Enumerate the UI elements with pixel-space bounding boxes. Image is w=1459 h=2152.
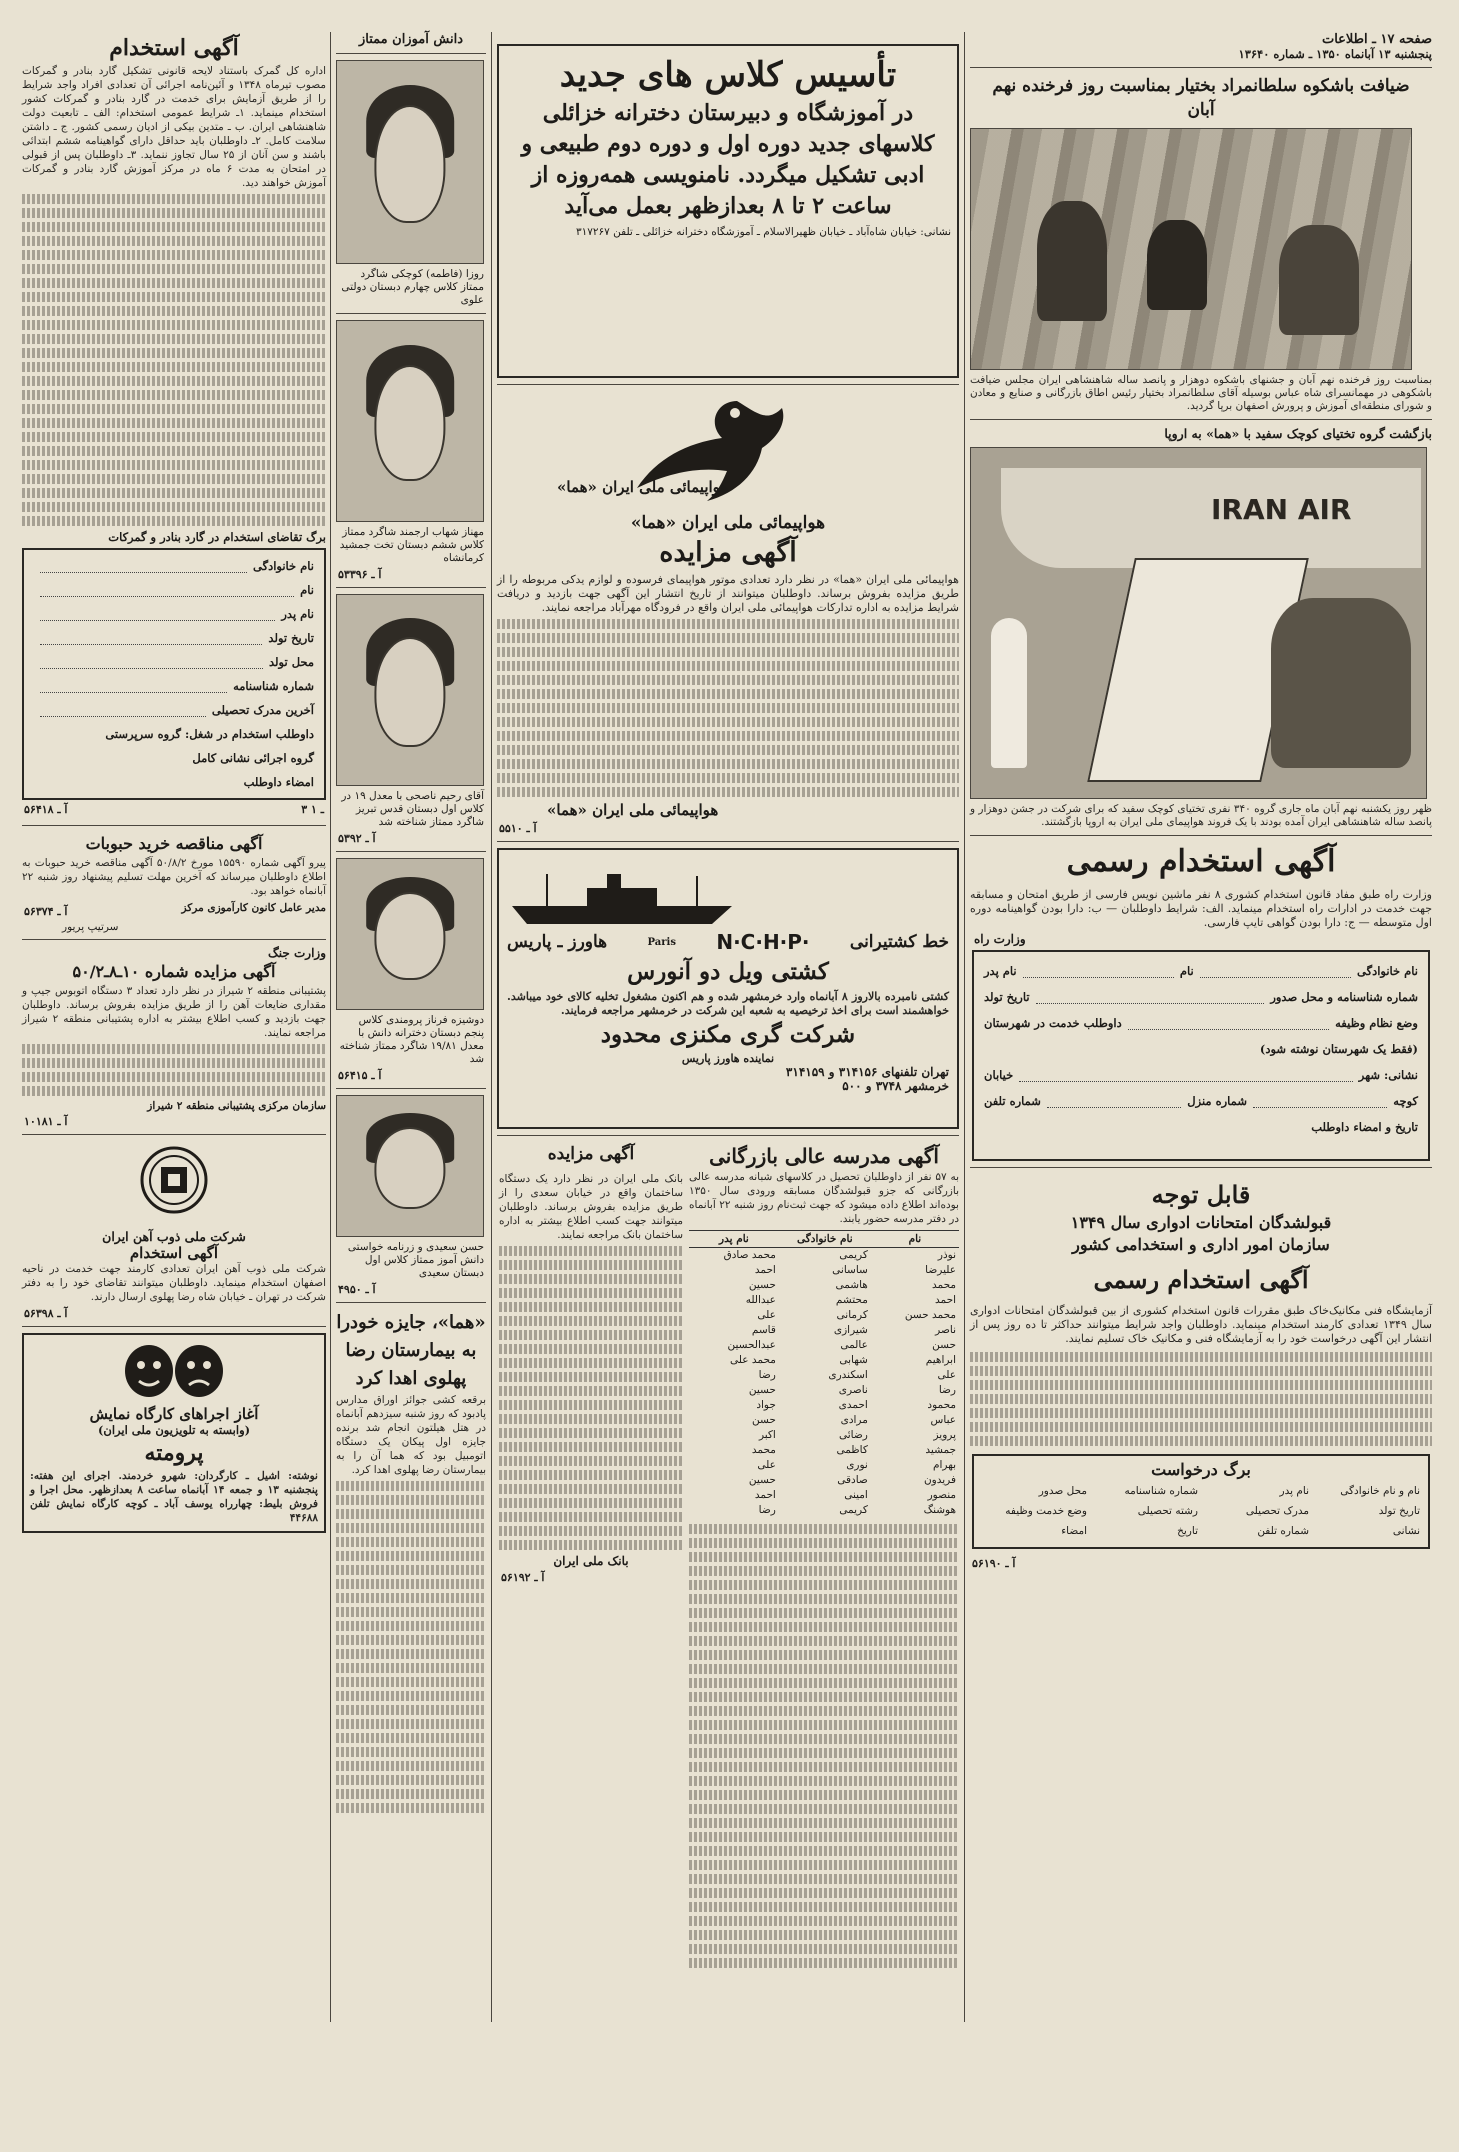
war-body: پشتیبانی منطقه ۲ شیراز در نظر دارد تعداد ۳ دستگاه اتوبوس جیپ و مقداری ضایعات آهن را از طریق مزایده بفروش برساند. داوطلبان جهت بازدید و کسب اطلاع بیشتر به اداره پشتیبانی منطقه ۲ شیراز مراجعه نمایند. [22,985,327,1039]
table-cell: حسین [748,1474,776,1486]
notice-subtitle-1: قبولشدگان امتحانات ادواری سال ۱۳۴۹ [1070,1213,1332,1232]
column-right [970,32,1432,1573]
table-cell: کریمی [839,1504,868,1516]
customs-form-title: برگ تقاضای استخدام در گارد بنادر و گمرکات [108,530,326,544]
shipping-ad [497,848,959,1129]
form-field: نشانی: شهر [1358,1068,1418,1082]
school-ad-title: تأسیس کلاس های جدید [559,55,897,95]
student-caption: روزا (فاطمه) کوچکی شاگرد ممتاز کلاس چهارم دبستان دولتی علوی [341,268,484,306]
table-cell: محتشم [835,1294,868,1306]
column-left [22,32,326,1533]
tender-body: پیرو آگهی شماره ۱۵۵۹۰ مورخ ۵۰/۸/۲ آگهی مناقصه خرید حبوبات به اطلاع داوطلبان میرساند که آخرین مهلت تسلیم پیشنهاد روز شنبه ۲۲ آبانماه خواهد بود. [22,857,326,897]
notice-body-lines [970,1352,1432,1446]
table-row [689,1503,959,1518]
school-ad-address: نشانی: خیابان شاه‌آباد ـ خیابان ظهیرالاسلام ـ آموزشگاه دخترانه خزائلی ـ تلفن ۳۱۷۲۶۷ [575,226,951,238]
ship-brand: N·C·H·P· [716,930,810,954]
table-cell: جواد [756,1399,776,1411]
employment-form [972,950,1430,1161]
table-row [689,1353,959,1368]
war-lines [22,1044,326,1096]
column-divider [330,32,331,2022]
college-table-header: نام پدر [689,1231,779,1248]
theater-ad [22,1333,326,1533]
form-field: نام [300,583,314,597]
table-cell: شهابی [839,1354,868,1366]
table-cell: محمد [751,1444,776,1456]
steel-ad-title: آگهی استخدام [129,1244,219,1262]
request-field: تاریخ تولد [1378,1505,1420,1517]
table-cell: محمد صادق [723,1249,776,1261]
request-field: نام پدر [1279,1485,1309,1497]
table-cell: پرویز [933,1429,956,1441]
bank-auction-body: بانک ملی ایران در نظر دارد یک دستگاه ساختمان واقع در خیابان سعدی را از طریق مزایده بفروش برساند. داوطلبان میتوانند جهت کسب اطلاع بیشتر به اداره ساختمان بانک مراجعه نمایند. [499,1173,683,1241]
college-ad [689,1142,959,1972]
student-photo [336,594,484,786]
school-ad-body: در آموزشگاه و دبیرستان دخترانه خزائلی کلاسهای جدید دوره اول و دوره دوم طبیعی و ادبی تشکیل میگردد. نامنویسی همه‌روزه از ساعت ۲ تا ۸ بعدازظهر بعمل می‌آید [521,100,935,219]
table-cell: قاسم [751,1324,776,1336]
table-cell: عبدالله [745,1294,776,1306]
table-cell: حسن [752,1414,776,1426]
ship-icon [507,866,737,926]
article2-title: بازگشت گروه تختیای کوچک سفید با «هما» به اروپا [1164,426,1432,441]
table-cell: صادقی [837,1474,868,1486]
form-field: داوطلب استخدام در شغل: گروه سرپرستی [105,727,314,741]
airline-logo-text: هواپیمائی ملی ایران «هما» [557,478,729,496]
employment-ad-body: وزارت راه طبق مفاد قانون استخدام کشوری ۸ نفر ماشین نویس فارسی از طریق امتحان و مسابقه جهت خدمت در ادارات راه استخدام مینماید. الف: شرایط داوطلبان — ب: دارا بودن گواهینامه دوره اول متوسطه — ج: دارا بودن گواهی تایپ فارسی. [970,888,1432,929]
request-field: مدرک تحصیلی [1245,1505,1309,1517]
masthead-date: پنجشنبه ۱۳ آبانماه ۱۳۵۰ ـ شماره ۱۳۶۴۰ [1238,47,1432,61]
column-students [336,32,486,1817]
table-cell: علی [757,1309,776,1321]
customs-ad-lines [22,194,326,526]
notice-body: آزمایشگاه فنی مکانیک‌خاک طبق مقررات قانون استخدام کشوری از بین قبولشدگان امتحانات ادواری سال ۱۳۴۹ تعدادی کارمند استخدام مینماید. داوطلبان واجد شرایط میتوانند حداکثر تا ده روز پس از انتشار این آگهی درخواست خود را به آزمایشگاه فنی و مکانیک خاک تسلیم نمایند. [970,1304,1433,1345]
notice-ad-title: آگهی استخدام رسمی [1093,1265,1309,1294]
table-cell: اکبر [758,1429,776,1441]
war-title: آگهی مزایده شماره ۱۰ـ۸ـ۵۰/۲ [72,962,276,981]
form-field: محل تولد [269,655,314,669]
prize-lines [336,1481,486,1813]
student-code: آ ـ ۵۳۹۲ [338,832,376,845]
ship-city: Paris [647,936,676,948]
masthead-page: صفحه ۱۷ ـ اطلاعات [1321,32,1432,47]
airline-logo [497,393,959,513]
table-row [689,1308,959,1323]
form-field: شماره شناسنامه و محل صدور [1270,990,1418,1004]
table-cell: محمد علی [730,1354,776,1366]
college-table [689,1230,959,1518]
college-body: به ۵۷ نفر از داوطلبان تحصیل در کلاسهای شبانه مدرسه عالی بازرگانی که جزو قبولشدگان مسابقه ورودی سال ۱۳۵۰ بوده‌اند اطلاع داده میشود که جهت ثبت‌نام روز شنبه ۲۲ آبانماه در دفتر مدرسه حضور یابند. [689,1171,960,1225]
table-cell: نوذر [937,1249,956,1261]
table-cell: علی [757,1459,776,1471]
table-cell: محمد [932,1279,956,1291]
war-header: وزارت جنگ [268,946,326,960]
theater-play: پرومته [144,1440,204,1466]
tender-code-2: سرتیپ پریور [62,921,119,933]
student-photo [336,60,484,264]
auction-title: آگهی مزایده [659,537,797,568]
table-cell: شیرازی [833,1324,868,1336]
ship-line-label: خط کشتیرانی [849,932,949,952]
students-header: دانش آموزان ممتاز [358,32,463,47]
theater-masks-icon [30,1341,318,1405]
table-cell: احمد [754,1489,776,1501]
table-cell: ناصر [935,1324,956,1336]
prize-title: «هما»، جایزه خودرا به بیمارستان رضا پهلوی اهدا کرد [336,1312,486,1389]
customs-form-code: آ ـ ۵۶۴۱۸ [24,803,68,816]
ship-phone-2: خرمشهر ۳۷۴۸ و ۵۰۰ [842,1079,949,1093]
request-code: آ ـ ۵۶۱۹۰ [972,1557,1016,1570]
steel-company-emblem-icon [139,1145,209,1215]
table-row [689,1428,959,1443]
table-cell: عبدالحسین [727,1339,776,1351]
table-cell: ابراهیم [925,1354,956,1366]
article1-body: بمناسبت روز فرخنده نهم آبان و جشنهای باشکوه دوهزار و پانصد ساله شاهنشاهی ایران مجلس ضیافت باشکوهی در مهمانسرای شاه عباس بوسیله آقای سلطانمراد بختیار رئیس اطاق بازرگانی و صنایع و معادن و شورای منطقه‌ای آموزش و پرورش اصفهان برپا گردید. [970,374,1432,412]
table-cell: جمشید [925,1444,956,1456]
form-field: نام خانوادگی [1357,964,1418,978]
request-field: وضع خدمت وظیفه [1005,1505,1087,1517]
student-photo [336,320,484,522]
auction-code: آ ـ ۵۵۱۰ [499,822,537,835]
student-4 [336,858,486,1082]
table-cell: ساسانی [832,1264,868,1276]
request-form-title: برگ درخواست [1151,1460,1251,1479]
left-ads-stack [499,1142,683,1587]
table-cell: حسن [932,1339,956,1351]
employment-ad-signature: وزارت راه [974,932,1026,946]
ship-title: کشتی ویل دو آنورس [627,958,829,985]
table-cell: احمد [935,1294,956,1306]
table-row [689,1263,959,1278]
table-cell: هاشمی [835,1279,868,1291]
table-cell: حسین [748,1384,776,1396]
auction-body: هواپیمائی ملی ایران «هما» در نظر دارد تعدادی موتور هواپیمای فرسوده و لوازم یدکی مربوطه را از طریق مزایده بفروش برساند. داوطلبان میتوانند از تاریخ انتشار این آگهی جهت بازدید و دریافت شرایط مزایده به اداره تدارکات هواپیمائی ملی ایران واقع در فرودگاه مهرآباد مراجعه نمایند. [497,573,959,614]
bank-auction-title: آگهی مزایده [547,1144,635,1164]
form-field: شماره تلفن [983,1094,1041,1108]
bank-auction-lines [499,1246,683,1550]
table-row [689,1248,959,1264]
form-field: آخرین مدرک تحصیلی [211,703,314,717]
prize-body: برقعه کشی جوائز اوراق مدارس پادبود که روز شنبه سیزدهم آبانماه در هتل هیلتون انجام شد برنده جایزه اول پیکان یک دستگاه اتومبیل بود که هما آن را به بیمارستان رضا پهلوی اهدا کرد. [336,1394,486,1476]
theater-title: آغاز اجراهای کارگاه نمایش [89,1405,259,1423]
steel-ad-body: شرکت ملی ذوب آهن ایران تعدادی کارمند جهت خدمت در ناحیه اصفهان استخدام مینماید. داوطلبان میتوانند تقاضای خود را به دفتر شرکت در تهران ـ خیابان شاه رضا پهلوی ارسال دارند. [22,1263,326,1303]
table-row [689,1278,959,1293]
form-field: شماره منزل [1187,1094,1247,1108]
steel-org: شرکت ملی ذوب آهن ایران [102,1229,246,1244]
student-code: آ ـ ۵۶۴۱۵ [338,1069,382,1082]
request-field: تاریخ [1177,1525,1198,1537]
request-field: رشته تحصیلی [1137,1505,1198,1517]
form-field: نام [1179,964,1194,978]
table-row [689,1338,959,1353]
student-5 [336,1095,486,1296]
table-cell: هوشنگ [923,1504,956,1516]
column-divider [491,32,492,2022]
customs-form [22,548,326,800]
request-field: شماره شناسنامه [1124,1485,1198,1497]
table-cell: نوری [846,1459,868,1471]
form-field: (فقط یک شهرستان نوشته شود) [1259,1042,1418,1056]
form-field: شماره شناسنامه [233,679,314,693]
table-row [689,1398,959,1413]
steel-logo [22,1145,326,1219]
student-code: آ ـ ۴۹۵۰ [338,1283,376,1296]
student-photo [336,1095,484,1237]
table-row [689,1323,959,1338]
table-row [689,1488,959,1503]
war-sign: سازمان مرکزی پشتیبانی منطقه ۲ شیراز [147,1100,326,1112]
table-cell: مرادی [840,1414,868,1426]
iran-air-sign: IRAN AIR [1211,493,1352,526]
request-field: نام و نام خانوادگی [1340,1485,1420,1497]
table-row [689,1443,959,1458]
employment-ad-title: آگهی استخدام رسمی [1066,844,1336,879]
article2-caption: ظهر روز یکشنبه نهم آبان ماه جاری گروه ۳۴۰ نفری تختیای کوچک سفید که برای شرکت در جشن دوهزار و پانصد ساله شاهنشاهی ایران آمده بودند با یک فروند هواپیمای ملی ایران به اروپا بازگشتند. [970,803,1432,828]
customs-ad-title: آگهی استخدام [109,35,239,61]
table-cell: ناصری [838,1384,868,1396]
form-field: تاریخ و امضاء داوطلب [1311,1120,1418,1134]
auction-sign: هواپیمائی ملی ایران «هما» [547,801,719,819]
table-cell: رضائی [838,1429,868,1441]
table-cell: احمدی [838,1399,868,1411]
table-row [689,1413,959,1428]
ship-sub: هاورز ـ پاریس [507,932,608,952]
table-cell: علیرضا [925,1264,956,1276]
customs-form-code-2: ۳ ـ ۱ [301,803,324,816]
tender-sign: مدیر عامل کانون کارآموزی مرکز [181,902,326,914]
school-ad [497,44,959,378]
ship-body: کشتی نامبرده بالاروز ۸ آبانماه وارد خرمشهر شده و هم اکنون مشغول تخلیه کالای خود میباشد. خواهشمند است برای اخذ ترخیصیه به شعبه این شرکت در خرمشهر مراجعه فرمایند. [507,990,949,1017]
table-cell: کریمی [839,1249,868,1261]
college-table-header: نام خانوادگی [779,1231,871,1248]
ship-agent: شرکت گری مکنزی محدود [600,1021,856,1048]
student-caption: آقای رحیم ناصحی با معدل ۱۹ در کلاس اول دبستان قدس تبریز شاگرد ممتاز شناخته شد [341,790,484,828]
airline-name: هواپیمائی ملی ایران «هما» [630,513,826,533]
form-field: امضاء داوطلب [243,775,314,789]
student-caption: دوشیزه فرناز پرومندی کلاس پنجم دبستان دخترانه دانش با معدل ۱۹/۸۱ شاگرد ممتاز شناخته شد [339,1014,484,1065]
airplane-photo [970,447,1427,799]
table-row [689,1368,959,1383]
table-cell: رضا [758,1504,776,1516]
table-row [689,1293,959,1308]
reception-photo [970,128,1412,370]
notice-subtitle-2: سازمان امور اداری و استخدامی کشور [1072,1235,1330,1254]
request-form [972,1454,1430,1549]
college-table-header: نام [871,1231,959,1248]
table-cell: علی [937,1369,956,1381]
table-cell: حسین [748,1279,776,1291]
table-cell: کرمانی [836,1309,868,1321]
auction-body-lines [497,619,959,797]
form-field: تاریخ تولد [268,631,314,645]
request-field: شماره تلفن [1257,1525,1309,1537]
table-cell: فریدون [923,1474,956,1486]
table-cell: کاظمی [836,1444,868,1456]
student-2 [336,320,486,581]
request-field: نشانی [1392,1525,1420,1537]
table-cell: اسکندری [828,1369,868,1381]
form-field: نام پدر [983,964,1017,978]
tender-code: آ ـ ۵۶۳۷۴ [24,905,68,918]
form-field: خیابان [984,1068,1014,1082]
form-field: تاریخ تولد [984,990,1030,1004]
steel-ad-code: آ ـ ۵۶۳۹۸ [24,1307,68,1320]
notice-title: قابل توجه [1151,1180,1251,1209]
student-code: آ ـ ۵۳۳۹۶ [338,568,382,581]
table-cell: رضا [758,1369,776,1381]
ship-phone-1: تهران تلفنهای ۳۱۴۱۵۶ و ۳۱۴۱۵۹ [785,1065,949,1079]
table-row [689,1473,959,1488]
customs-ad-body: اداره کل گمرک باستناد لایحه قانونی تشکیل گارد بنادر و گمرکات مصوب تیرماه ۱۳۴۸ و آئین‌نامه اجرائی آن تعدادی افراد واجد شرایط را از طریق آزمایش برای خدمت در گارد بنادر و گمرکات کشور استخدام مینماید. ۱ـ شرایط عمومی استخدام: الف ـ تابعیت دولت شاهنشاهی ایران. ب ـ متدین بیکی از ادیان رسمی کشور. ج ـ داشتن سلامت کامل. ۲ـ داوطلبان باید حداقل دارای گواهینامه ششم ابتدائی باشند و سن آنان از ۲۵ سال تجاوز ننماید. ۳ـ داوطلبان پس از قبولی در امتحان به مدت ۶ ماه در مرکز آموزش گارد بنادر و گمرکات آموزش خواهند دید. [22,65,326,189]
bank-code: آ ـ ۵۶۱۹۲ [501,1571,545,1584]
theater-sub: (وابسته به تلویزیون ملی ایران) [97,1423,251,1437]
form-field: نام پدر [281,607,314,621]
table-cell: احمد [754,1264,776,1276]
table-cell: منصور [927,1489,956,1501]
table-cell: بهرام [933,1459,956,1471]
article1-title: ضیافت باشکوه سلطانمراد بختیار بمناسبت روز فرخنده نهم آبان [992,76,1410,120]
table-cell: عالمی [840,1339,868,1351]
column-divider [964,32,965,2022]
form-field: داوطلب خدمت در شهرستان [984,1016,1122,1030]
tender-title: آگهی مناقصه خرید حبوبات [85,834,263,853]
table-row [689,1458,959,1473]
student-photo [336,858,484,1010]
student-caption: مهناز شهاب ارجمند شاگرد ممتاز کلاس ششم دبستان تخت جمشید کرمانشاه [339,526,484,564]
bank-sign: بانک ملی ایران [553,1554,629,1568]
table-cell: امینی [844,1489,868,1501]
request-field: محل صدور [1038,1485,1087,1497]
college-title: آگهی مدرسه عالی بازرگانی [709,1144,939,1168]
form-field: کوچه [1393,1094,1418,1108]
table-cell: محمود [927,1399,956,1411]
table-cell: محمد حسن [904,1309,956,1321]
war-code: آ ـ ۱۰۱۸۱ [24,1115,68,1128]
column-center [497,32,959,2152]
college-more-rows [689,1524,959,1968]
ship-agent-sub: نماینده هاورز پاریس [681,1052,775,1065]
table-cell: رضا [938,1384,956,1396]
theater-body: نوشته: اشیل ـ کارگردان: شهرو خردمند. اجرای این هفته: پنجشنبه ۱۳ و جمعه ۱۴ آبانماه ساعت ۸ بعدازظهر. محل اجرا و فروش بلیط: چهارراه یوسف آباد ـ کوچه کارگاه نمایش تلفن ۴۴۶۸۸ [30,1470,318,1524]
student-1 [336,60,486,307]
student-caption: حسن سعیدی و زرنامه خواستی دانش آموز ممتاز کلاس اول دبستان سعیدی [347,1241,484,1279]
request-field: امضاء [1061,1525,1087,1537]
form-field: وضع نظام وظیفه [1335,1016,1418,1030]
student-3 [336,594,486,845]
form-field: گروه اجرائی نشانی کامل [192,751,314,765]
form-field: نام خانوادگی [253,559,314,573]
table-row [689,1383,959,1398]
table-cell: عباس [930,1414,956,1426]
